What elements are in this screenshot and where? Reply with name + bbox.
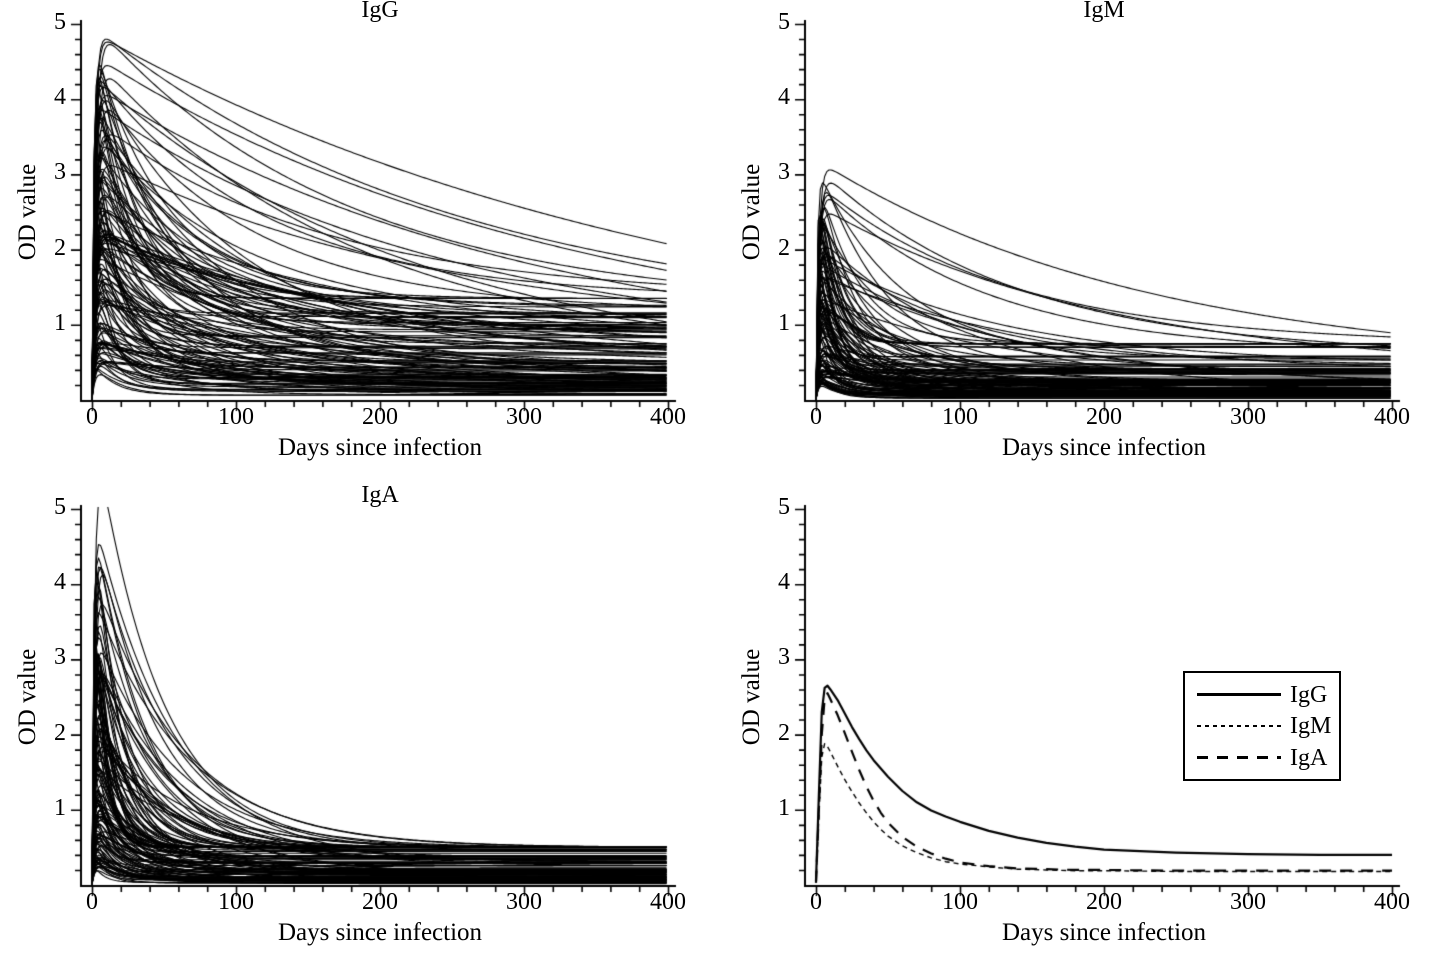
x-tick-label-300: 300 xyxy=(1230,404,1266,430)
x-tick-label-300: 300 xyxy=(1230,889,1266,915)
y-tick-label-4: 4 xyxy=(54,84,66,111)
y-axis-label: OD value xyxy=(14,163,41,261)
legend-label-igg: IgG xyxy=(1290,681,1328,708)
y-tick-label-1: 1 xyxy=(54,309,66,336)
panel-title-igm: IgM xyxy=(1083,0,1125,23)
y-axis-label: OD value xyxy=(738,648,765,746)
x-tick-label-100: 100 xyxy=(942,889,978,915)
x-tick-label-0: 0 xyxy=(810,404,822,430)
iga-long-dashed-line-sample xyxy=(1197,756,1281,759)
y-tick-label-1: 1 xyxy=(54,794,66,821)
legend-label-igm: IgM xyxy=(1290,713,1332,739)
x-tick-label-400: 400 xyxy=(1374,889,1410,915)
y-tick-label-4: 4 xyxy=(54,569,66,596)
legend-row-igg xyxy=(1185,683,1339,707)
y-tick-label-5: 5 xyxy=(778,9,790,35)
x-tick-label-100: 100 xyxy=(218,404,254,430)
legend-row-iga xyxy=(1185,746,1339,770)
y-tick-label-5: 5 xyxy=(54,9,66,35)
y-tick-label-2: 2 xyxy=(54,234,66,261)
x-tick-label-200: 200 xyxy=(1086,404,1122,430)
x-axis-label: Days since infection xyxy=(1001,434,1207,461)
x-tick-label-100: 100 xyxy=(218,889,254,915)
x-tick-label-0: 0 xyxy=(86,889,98,915)
panel-title-igg: IgG xyxy=(361,0,399,23)
y-axis-label: OD value xyxy=(14,648,41,746)
panel-iga-individuals xyxy=(0,482,723,969)
y-tick-label-3: 3 xyxy=(778,644,790,671)
x-tick-label-200: 200 xyxy=(362,404,398,430)
x-axis-label: Days since infection xyxy=(277,434,483,461)
y-tick-label-4: 4 xyxy=(778,84,790,111)
x-tick-label-400: 400 xyxy=(1374,404,1410,430)
x-axis-label: Days since infection xyxy=(277,919,483,946)
igm-fine-dashed-line-sample xyxy=(1197,725,1281,727)
panel-igm-individuals xyxy=(724,0,1447,484)
y-tick-label-3: 3 xyxy=(54,644,66,671)
y-tick-label-3: 3 xyxy=(778,159,790,186)
x-tick-label-400: 400 xyxy=(650,889,686,915)
y-tick-label-1: 1 xyxy=(778,309,790,336)
x-tick-label-0: 0 xyxy=(810,889,822,915)
x-tick-label-400: 400 xyxy=(650,404,686,430)
y-tick-label-1: 1 xyxy=(778,794,790,821)
x-tick-label-200: 200 xyxy=(1086,889,1122,915)
panel-mean-curves xyxy=(724,485,1447,969)
panel-title-iga: IgA xyxy=(361,482,399,508)
x-tick-label-300: 300 xyxy=(506,889,542,915)
y-tick-label-4: 4 xyxy=(778,569,790,596)
x-axis-label: Days since infection xyxy=(1001,919,1207,946)
legend-row-igm xyxy=(1185,714,1339,738)
x-tick-label-100: 100 xyxy=(942,404,978,430)
y-tick-label-3: 3 xyxy=(54,159,66,186)
legend-label-iga: IgA xyxy=(1290,744,1328,771)
igg-solid-line-sample xyxy=(1197,693,1281,696)
x-tick-label-200: 200 xyxy=(362,889,398,915)
y-axis-label: OD value xyxy=(738,163,765,261)
y-tick-label-5: 5 xyxy=(778,494,790,520)
panel-igg-individuals xyxy=(0,0,723,484)
y-tick-label-2: 2 xyxy=(778,719,790,746)
legend xyxy=(1183,671,1341,781)
y-tick-label-2: 2 xyxy=(54,719,66,746)
y-tick-label-5: 5 xyxy=(54,494,66,520)
x-tick-label-300: 300 xyxy=(506,404,542,430)
x-tick-label-0: 0 xyxy=(86,404,98,430)
y-tick-label-2: 2 xyxy=(778,234,790,261)
